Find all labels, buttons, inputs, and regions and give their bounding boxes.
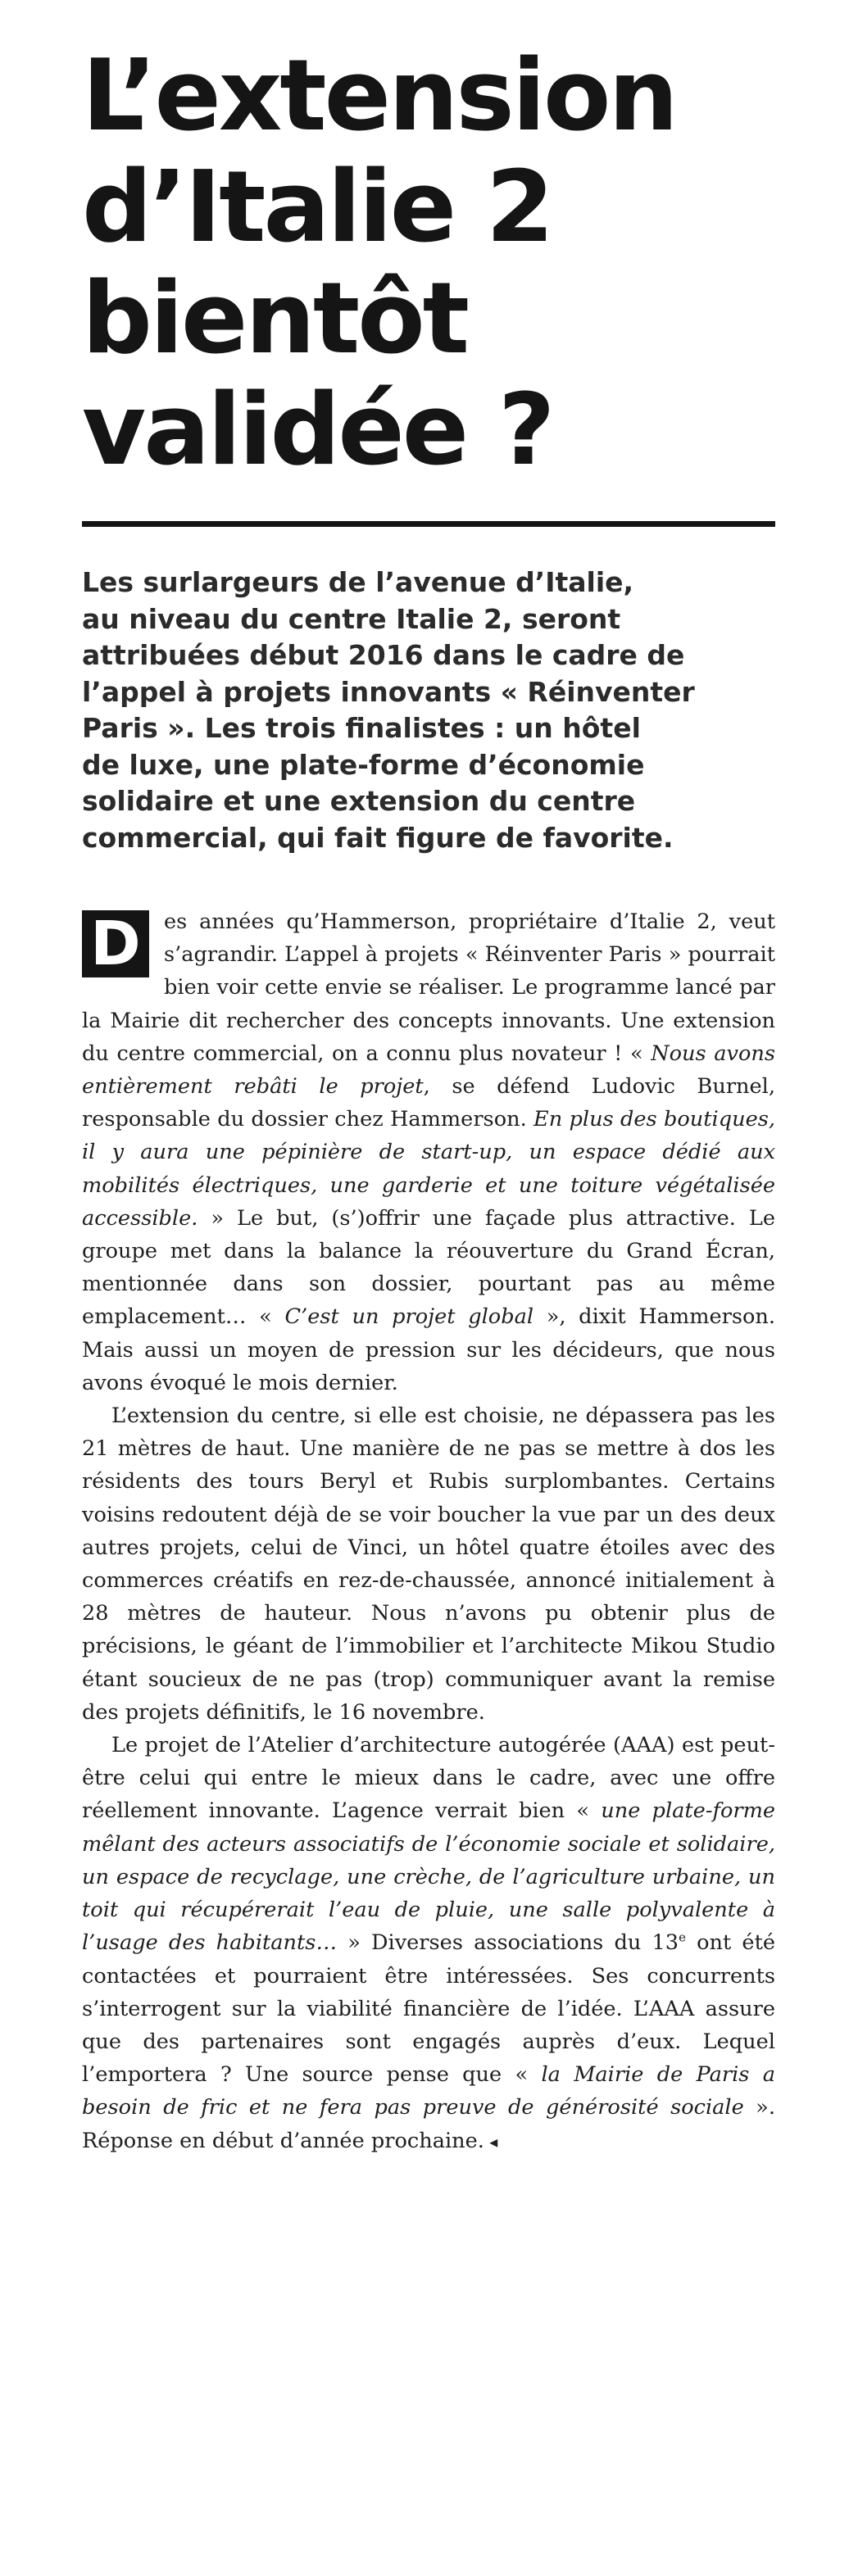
text-run: ». Réponse en début d’année prochaine. xyxy=(82,2095,775,2153)
lede-line: commercial, qui fait figure de favorite. xyxy=(82,821,674,854)
text-run: , se défend Ludovic Burnel, responsable du dossier chez Hammerson. xyxy=(82,1074,776,1132)
quote: la Mairie de Paris a besoin de fric et ne fera pas preuve de générosité sociale xyxy=(82,2062,775,2120)
text-run: » Le but, (s’)offrir une façade plus attractive. Le groupe met dans la balance la réouverture du Grand Écran, mentionnée dans son dossier, pourtant pas au même emplacement… « xyxy=(82,1205,775,1330)
paragraph-3 xyxy=(82,1729,775,2158)
lede-line: solidaire et une extension du centre xyxy=(82,785,636,817)
quote: une plate-forme mêlant des acteurs associatifs de l’économie sociale et solidaire, un espace de recyclage, une crèche, de l’agriculture urbaine, un toit qui récupérerait l’eau de pluie, une salle polyvalente à l’usage des habitants… xyxy=(82,1798,775,1956)
headline-line: d’Italie 2 xyxy=(82,151,552,265)
lede-line: attribuées début 2016 dans le cadre de xyxy=(82,639,685,671)
end-mark-icon: ◂ xyxy=(484,2131,498,2152)
drop-cap: D xyxy=(82,910,149,977)
lede-line: au niveau du centre Italie 2, seront xyxy=(82,602,621,635)
lede-line: l’appel à projets innovants « Réinventer xyxy=(82,675,695,708)
text-run: », dixit Hammerson. Mais aussi un moyen de pression sur les décideurs, que nous avons évoqué le mois dernier. xyxy=(82,1304,775,1395)
text-run: » Diverses associations du 13 xyxy=(337,1930,679,1956)
text-run: es années qu’Hammerson, propriétaire d’Italie 2, veut s’agrandir. L’appel à projets « Réinventer Paris » pourrait bien voir cette envie se réaliser. Le programme lancé par la Mairie dit rechercher des concepts innovants. Une extension du centre commercial, on a connu plus novateur ! « xyxy=(82,909,775,1066)
lede-line: Les surlargeurs de l’avenue d’Italie, xyxy=(82,566,634,598)
headline xyxy=(82,41,775,487)
paragraph-2: L’extension du centre, si elle est choisie, ne dépassera pas les 21 mètres de haut. Une manière de ne pas se mettre à dos les résidents des tours Beryl et Rubis surplombantes. Certains voisins redoutent déjà de se voir boucher la vue par un des deux autres projets, celui de Vinci, un hôtel quatre étoiles avec des commerces créatifs en rez-de-chaussée, annoncé initialement à 28 mètres de hauteur. Nous n’avons pu obtenir plus de précisions, le géant de l’immobilier et l’architecte Mikou Studio étant soucieux de ne pas (trop) communiquer avant la remise des projets définitifs, le 16 novembre. xyxy=(82,1404,775,1725)
headline-line: L’extension xyxy=(82,39,676,153)
lede-line: Paris ». Les trois finalistes : un hôtel xyxy=(82,712,641,744)
quote: Nous avons entièrement rebâti le projet xyxy=(82,1041,775,1100)
lede xyxy=(82,565,775,856)
text-run: ont été contactées et pourraient être intéressées. Ses concurrents s’interrogent sur la viabilité financière de l’idée. L’AAA assure que des partenaires sont engagés auprès d’eux. Lequel l’emportera ? Une source pense que « xyxy=(82,1930,776,2088)
article xyxy=(82,41,775,2158)
superscript: e xyxy=(679,1930,686,1945)
article-body xyxy=(82,905,775,2158)
lede-line: de luxe, une plate-forme d’économie xyxy=(82,748,645,781)
headline-line: validée ? xyxy=(82,374,553,488)
quote: C’est un projet global xyxy=(284,1304,534,1330)
headline-line: bientôt xyxy=(82,262,468,376)
text-run: Le projet de l’Atelier d’architecture autogérée (AAA) est peut-être celui qui entre le mieux dans le cadre, avec une offre réellement innovante. L’agence verrait bien « xyxy=(82,1733,775,1824)
quote: En plus des boutiques, il y aura une pépinière de start-up, un espace dédié aux mobilités électriques, une garderie et une toiture végétalisée accessible. xyxy=(82,1107,775,1231)
paragraph-1 xyxy=(82,905,775,1399)
headline-rule xyxy=(82,521,775,527)
